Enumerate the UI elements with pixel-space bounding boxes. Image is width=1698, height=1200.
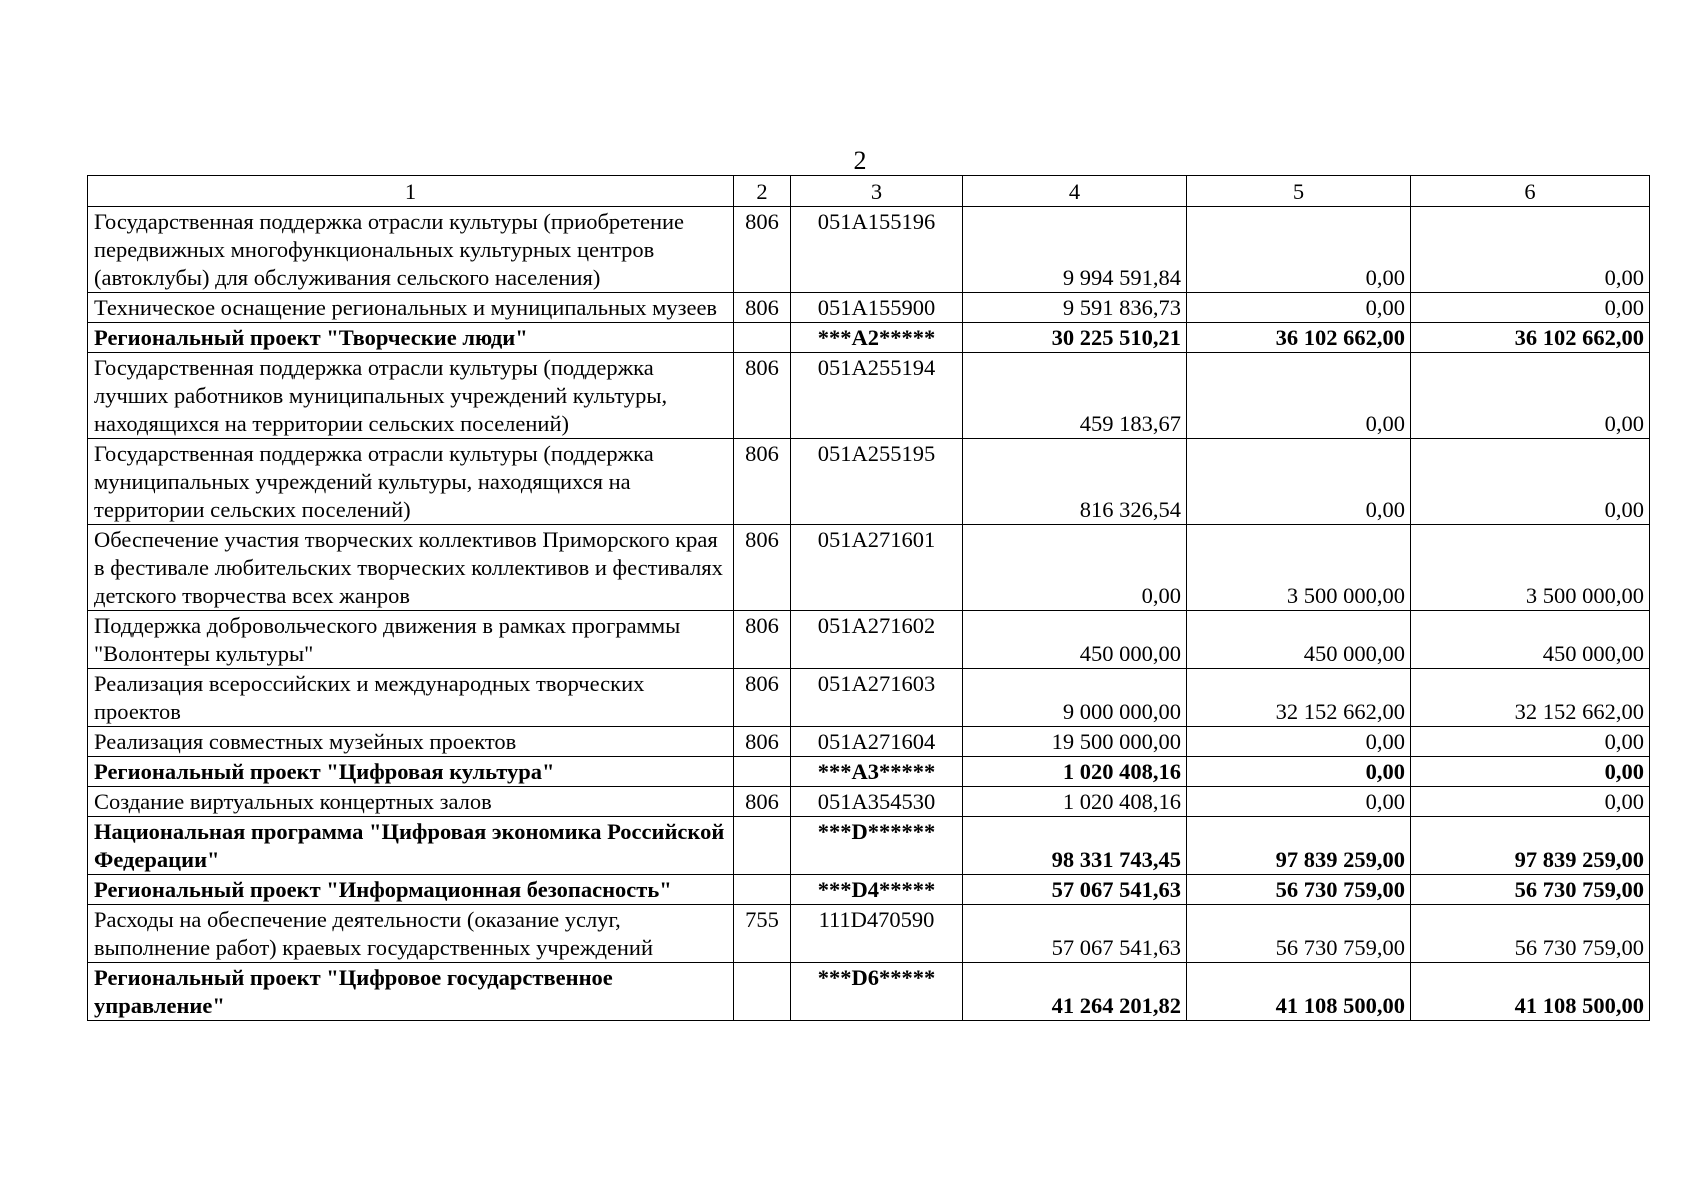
row-amount-col5: 0,00 bbox=[1187, 439, 1411, 525]
row-amount-col6: 41 108 500,00 bbox=[1411, 963, 1650, 1021]
budget-table bbox=[87, 175, 1650, 1021]
row-code: 051A155196 bbox=[791, 207, 963, 293]
row-grbs: 755 bbox=[734, 905, 791, 963]
row-grbs: 806 bbox=[734, 293, 791, 323]
row-grbs: 806 bbox=[734, 439, 791, 525]
row-amount-col5: 41 108 500,00 bbox=[1187, 963, 1411, 1021]
row-amount-col6: 0,00 bbox=[1411, 439, 1650, 525]
row-grbs bbox=[734, 963, 791, 1021]
row-grbs: 806 bbox=[734, 669, 791, 727]
row-code: 051A155900 bbox=[791, 293, 963, 323]
row-code: 111D470590 bbox=[791, 905, 963, 963]
row-amount-col6: 0,00 bbox=[1411, 293, 1650, 323]
row-grbs bbox=[734, 757, 791, 787]
row-amount-col5: 3 500 000,00 bbox=[1187, 525, 1411, 611]
row-grbs: 806 bbox=[734, 525, 791, 611]
row-name: Государственная поддержка отрасли культуры (приобретение передвижных многофункциональных культурных центров (автоклубы) для обслуживания сельского населения) bbox=[88, 207, 734, 293]
row-amount-col6: 0,00 bbox=[1411, 787, 1650, 817]
row-amount-col5: 0,00 bbox=[1187, 293, 1411, 323]
table-row bbox=[88, 353, 1650, 439]
row-amount-col4: 1 020 408,16 bbox=[963, 757, 1187, 787]
row-amount-col5: 450 000,00 bbox=[1187, 611, 1411, 669]
row-amount-col5: 56 730 759,00 bbox=[1187, 905, 1411, 963]
table-row bbox=[88, 905, 1650, 963]
table-row bbox=[88, 525, 1650, 611]
row-name: Расходы на обеспечение деятельности (оказание услуг, выполнение работ) краевых государственных учреждений bbox=[88, 905, 734, 963]
row-name: Обеспечение участия творческих коллективов Приморского края в фестивале любительских творческих коллективов и фестивалях детского творчества всех жанров bbox=[88, 525, 734, 611]
row-amount-col6: 56 730 759,00 bbox=[1411, 875, 1650, 905]
row-amount-col6: 36 102 662,00 bbox=[1411, 323, 1650, 353]
row-code: 051A354530 bbox=[791, 787, 963, 817]
row-name: Национальная программа "Цифровая экономика Российской Федерации" bbox=[88, 817, 734, 875]
header-row bbox=[88, 176, 1650, 207]
row-amount-col4: 9 000 000,00 bbox=[963, 669, 1187, 727]
row-amount-col5: 0,00 bbox=[1187, 787, 1411, 817]
row-grbs: 806 bbox=[734, 353, 791, 439]
row-grbs: 806 bbox=[734, 787, 791, 817]
row-amount-col5: 32 152 662,00 bbox=[1187, 669, 1411, 727]
row-code: 051A255195 bbox=[791, 439, 963, 525]
table-row bbox=[88, 757, 1650, 787]
row-amount-col4: 1 020 408,16 bbox=[963, 787, 1187, 817]
table-row bbox=[88, 817, 1650, 875]
row-amount-col5: 36 102 662,00 bbox=[1187, 323, 1411, 353]
row-code: 051A271602 bbox=[791, 611, 963, 669]
row-name: Региональный проект "Творческие люди" bbox=[88, 323, 734, 353]
row-code: ***A2***** bbox=[791, 323, 963, 353]
row-name: Создание виртуальных концертных залов bbox=[88, 787, 734, 817]
row-code: ***D6***** bbox=[791, 963, 963, 1021]
table-row bbox=[88, 963, 1650, 1021]
table-row bbox=[88, 727, 1650, 757]
row-name: Техническое оснащение региональных и муниципальных музеев bbox=[88, 293, 734, 323]
row-amount-col6: 56 730 759,00 bbox=[1411, 905, 1650, 963]
header-cell: 6 bbox=[1411, 176, 1650, 207]
row-amount-col6: 0,00 bbox=[1411, 353, 1650, 439]
row-grbs bbox=[734, 817, 791, 875]
row-code: 051A271604 bbox=[791, 727, 963, 757]
row-amount-col5: 0,00 bbox=[1187, 727, 1411, 757]
page-number: 2 bbox=[853, 146, 867, 175]
table-row bbox=[88, 293, 1650, 323]
row-amount-col5: 0,00 bbox=[1187, 207, 1411, 293]
row-amount-col6: 3 500 000,00 bbox=[1411, 525, 1650, 611]
header-cell: 3 bbox=[791, 176, 963, 207]
row-amount-col4: 450 000,00 bbox=[963, 611, 1187, 669]
row-amount-col5: 56 730 759,00 bbox=[1187, 875, 1411, 905]
row-amount-col4: 57 067 541,63 bbox=[963, 875, 1187, 905]
row-amount-col5: 0,00 bbox=[1187, 353, 1411, 439]
row-amount-col4: 98 331 743,45 bbox=[963, 817, 1187, 875]
row-name: Региональный проект "Цифровое государственное управление" bbox=[88, 963, 734, 1021]
row-code: ***D4***** bbox=[791, 875, 963, 905]
row-amount-col4: 9 994 591,84 bbox=[963, 207, 1187, 293]
row-amount-col4: 19 500 000,00 bbox=[963, 727, 1187, 757]
row-code: 051A271603 bbox=[791, 669, 963, 727]
row-amount-col4: 30 225 510,21 bbox=[963, 323, 1187, 353]
header-cell: 1 bbox=[88, 176, 734, 207]
header-cell: 5 bbox=[1187, 176, 1411, 207]
table-row bbox=[88, 439, 1650, 525]
row-amount-col4: 41 264 201,82 bbox=[963, 963, 1187, 1021]
row-amount-col6: 0,00 bbox=[1411, 757, 1650, 787]
row-code: ***D****** bbox=[791, 817, 963, 875]
header-cell: 2 bbox=[734, 176, 791, 207]
table-row bbox=[88, 611, 1650, 669]
row-amount-col6: 0,00 bbox=[1411, 207, 1650, 293]
row-grbs: 806 bbox=[734, 207, 791, 293]
row-code: 051A255194 bbox=[791, 353, 963, 439]
row-name: Реализация совместных музейных проектов bbox=[88, 727, 734, 757]
row-amount-col6: 32 152 662,00 bbox=[1411, 669, 1650, 727]
table-row bbox=[88, 207, 1650, 293]
row-amount-col6: 0,00 bbox=[1411, 727, 1650, 757]
header-cell: 4 bbox=[963, 176, 1187, 207]
row-code: ***A3***** bbox=[791, 757, 963, 787]
row-grbs: 806 bbox=[734, 611, 791, 669]
row-amount-col6: 450 000,00 bbox=[1411, 611, 1650, 669]
row-grbs: 806 bbox=[734, 727, 791, 757]
row-name: Поддержка добровольческого движения в рамках программы "Волонтеры культуры" bbox=[88, 611, 734, 669]
row-amount-col5: 97 839 259,00 bbox=[1187, 817, 1411, 875]
table-row bbox=[88, 669, 1650, 727]
row-amount-col5: 0,00 bbox=[1187, 757, 1411, 787]
row-amount-col4: 0,00 bbox=[963, 525, 1187, 611]
row-grbs bbox=[734, 875, 791, 905]
row-amount-col4: 459 183,67 bbox=[963, 353, 1187, 439]
row-name: Региональный проект "Цифровая культура" bbox=[88, 757, 734, 787]
row-name: Реализация всероссийских и международных творческих проектов bbox=[88, 669, 734, 727]
row-name: Региональный проект "Информационная безопасность" bbox=[88, 875, 734, 905]
row-name: Государственная поддержка отрасли культуры (поддержка лучших работников муниципальных учреждений культуры, находящихся на территории сельских поселений) bbox=[88, 353, 734, 439]
table-row bbox=[88, 323, 1650, 353]
row-code: 051A271601 bbox=[791, 525, 963, 611]
row-amount-col4: 57 067 541,63 bbox=[963, 905, 1187, 963]
row-amount-col6: 97 839 259,00 bbox=[1411, 817, 1650, 875]
row-amount-col4: 816 326,54 bbox=[963, 439, 1187, 525]
row-amount-col4: 9 591 836,73 bbox=[963, 293, 1187, 323]
row-name: Государственная поддержка отрасли культуры (поддержка муниципальных учреждений культуры, находящихся на территории сельских поселений) bbox=[88, 439, 734, 525]
row-grbs bbox=[734, 323, 791, 353]
table-row bbox=[88, 875, 1650, 905]
table-row bbox=[88, 787, 1650, 817]
